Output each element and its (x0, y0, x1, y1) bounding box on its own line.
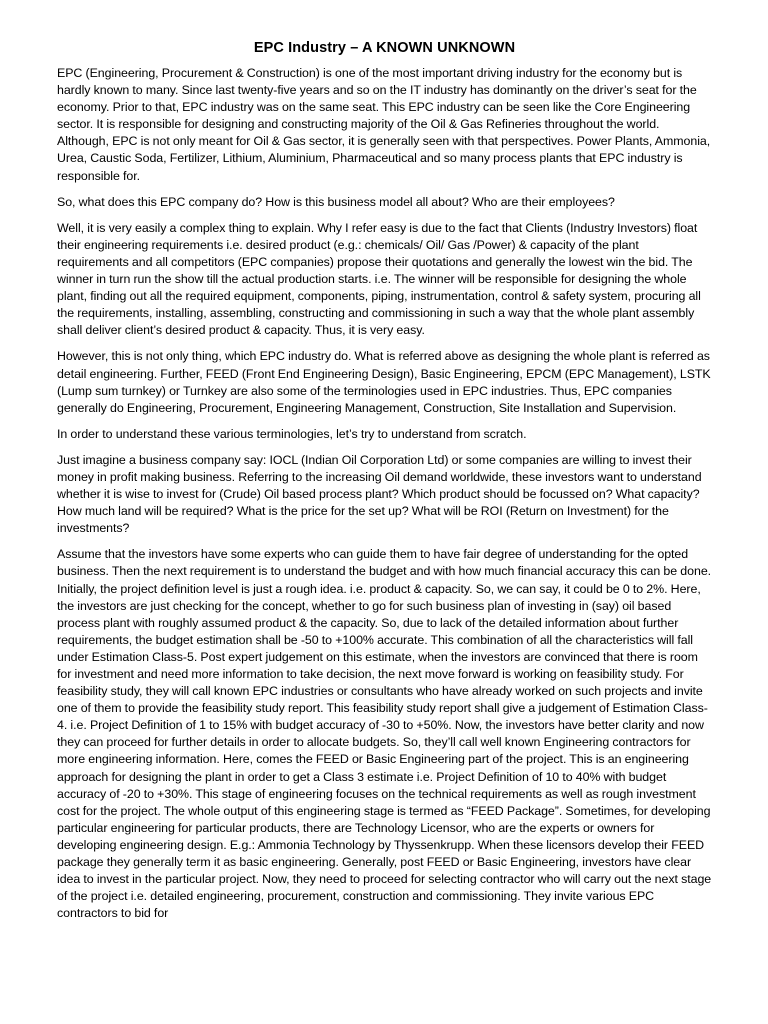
paragraph-imagine: Just imagine a business company say: IOCL (Indian Oil Corporation Ltd) or some companies are willing to invest their money in profit making business. Referring to the increasing Oil demand worldwide, these investors want to understand whether it is wise to invest for (Crude) Oil based process plant? Which product should be focussed on? What capacity? How much land will be required? What is the price for the set up? What will be ROI (Return on Investment) for the investments? (57, 452, 702, 536)
paragraph-terminology: However, this is not only thing, which EPC industry do. What is referred above as designing the whole plant is referred as detail engineering. Further, FEED (Front End Engineering Design), Basic Engineering, EPCM (EPC Management), LSTK (Lump sum turnkey) or Turnkey are also some of the terminologies used in EPC industries. Thus, EPC companies generally do Engineering, Procurement, Engineering Management, Construction, Site Installation and Supervision. (57, 349, 711, 415)
document-title: EPC Industry – A KNOWN UNKNOWN (253, 40, 516, 56)
paragraph-questions: So, what does this EPC company do? How is this business model all about? Who are their employees? (57, 194, 615, 209)
paragraph-intro: EPC (Engineering, Procurement & Construction) is one of the most important driving industry for the economy but is hardly known to many. Since last twenty-five years and so on the IT industry has dominantly on the driver’s seat for the economy. Prior to that, EPC industry was on the same seat. This EPC industry can be seen like the Core Engineering sector. It is responsible for designing and constructing majority of the Oil & Gas Refineries throughout the world. Although, EPC is not only meant for Oil & Gas sector, it is generally seen with that perspectives. Power Plants, Ammonia, Urea, Caustic Soda, Fertilizer, Lithium, Aluminium, Pharmaceutical and so many process plants that EPC industry is responsible for. (57, 66, 711, 183)
paragraph-explanation: Well, it is very easily a complex thing to explain. Why I refer easy is due to the fact that Clients (Industry Investors) float their engineering requirements i.e. desired product (e.g.: chemicals/ Oil/ Gas /Power) & capacity of the plant requirements and all competitors (EPC companies) propose their quotations and generally the lowest win the bid. The winner in turn run the show till the actual production starts. i.e. The winner will be responsible for designing the whole plant, finding out all the required equipment, components, piping, instrumentation, control & safety system, procuring all the requirements, installing, assembling, constructing and commissioning in such a way that the whole plant assembly shall deliver client’s desired product & capacity. Thus, it is very easy. (57, 220, 701, 338)
paragraph-scratch: In order to understand these various terminologies, let’s try to understand from scratch. (57, 426, 527, 441)
paragraph-estimation: Assume that the investors have some experts who can guide them to have fair degree of understanding for the opted business. Then the next requirement is to understand the budget and with how much financial accuracy this can be done. Initially, the project definition level is just a rough idea. i.e. product & capacity. So, we can say, it could be 0 to 2%. Here, the investors are just checking for the concept, whether to go for such business plan of investing in (say) oil based process plant with roughly assumed product & the capacity. So, due to lack of the detailed information about further requirements, the budget estimation shall be -50 to +100% accurate. This combination of all the characteristics will fall under Estimation Class-5. Post expert judgement on this estimate, when the investors are convinced that there is room for investment and need more information to take decision, the next move forward is working on feasibility study. For feasibility study, they will call known EPC industries or consultants who have already worked on such projects and invite one of them to provide the feasibility study report. This feasibility study report shall give a judgement of Estimation Class-4. i.e. Project Definition of 1 to 15% with budget accuracy of -30 to +50%. Now, the investors have better clarity and now they can proceed for further details in order to allocate budgets. So, they’ll call well known Engineering contractors for more engineering information. Here, comes the FEED or Basic Engineering part of the project. This is an engineering approach for designing the plant in order to get a Class 3 estimate i.e. Project Definition of 10 to 40% with budget accuracy of -20 to +30%. This stage of engineering focuses on the technical requirements as well as rough investment cost for the project. The whole output of this engineering stage is termed as “FEED Package”. Sometimes, for developing particular engineering for particular products, there are Technology Licensor, who are the experts or owners for developing engineering design. E.g.: Ammonia Technology by Thyssenkrupp. When these licensors develop their FEED package they generally term it as basic engineering. Generally, post FEED or Basic Engineering, investors have clear idea to invest in the particular project. Now, they need to proceed for selecting contractor who will carry out the next stage of the project i.e. detailed engineering, procurement, construction and commissioning. They invite various EPC contractors to bid for (57, 547, 712, 921)
